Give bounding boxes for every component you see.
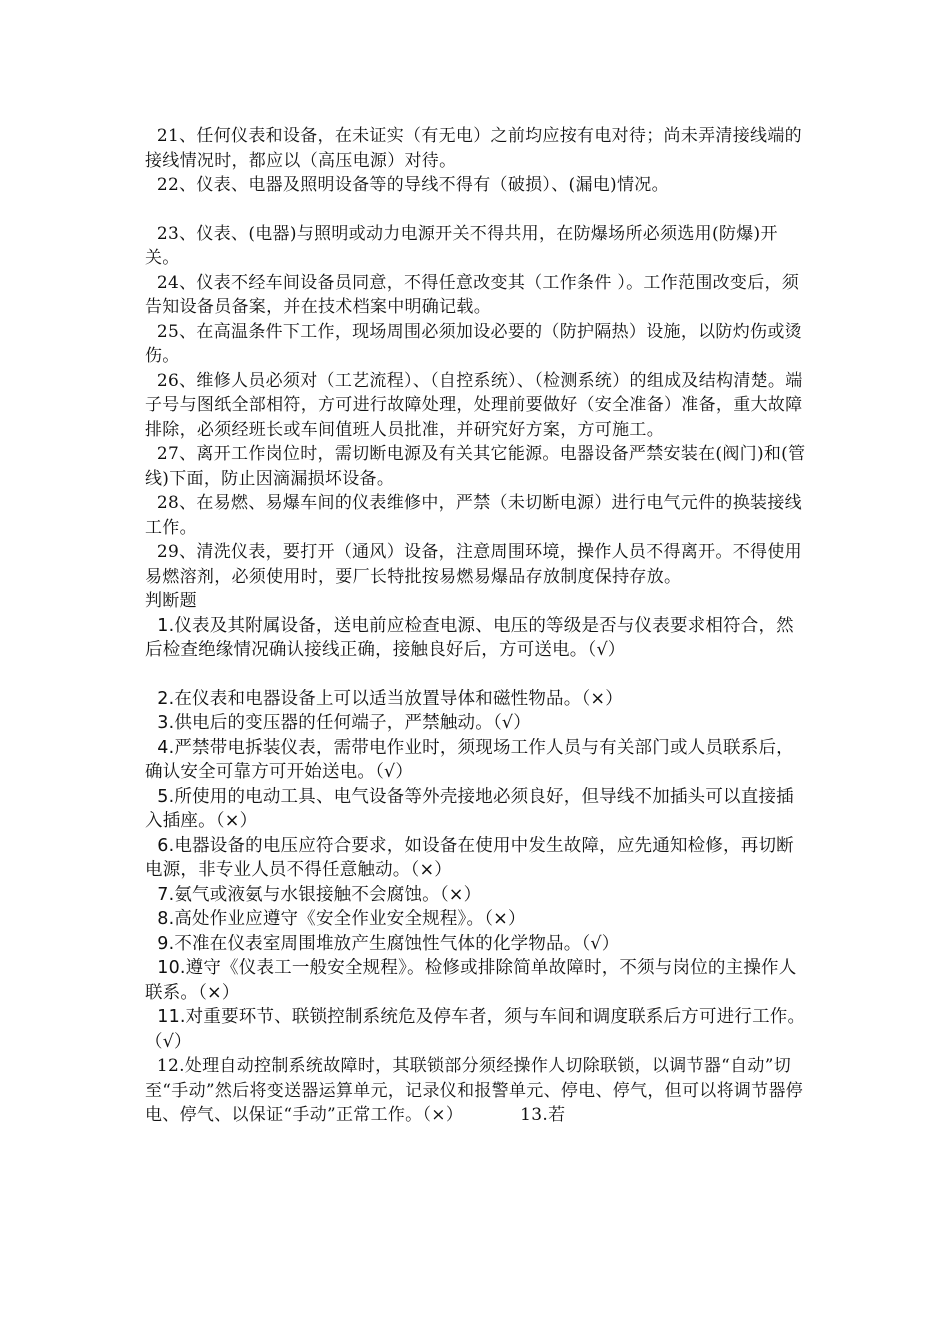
blank-line [145, 198, 810, 222]
fill-in-item-24: 24、仪表不经车间设备员同意，不得任意改变其（工作条件 ）。工作范围改变后，须告知设备员备案，并在技术档案中明确记载。 [145, 272, 800, 317]
judgment-item-12: 12.处理自动控制系统故障时，其联锁部分须经操作人切除联锁，以调节器“自动”切至“手动”然后将变送器运算单元，记录仪和报警单元、停电、停气，但可以将调节器停电、停气、以保证“手动”正常工作。（×） 13.若 [145, 1056, 804, 1125]
judgment-item-9: 9.不准在仪表室周围堆放产生腐蚀性气体的化学物品。（√） [157, 933, 620, 954]
judgment-item-4: 4.严禁带电拆装仪表，需带电作业时，须现场工作人员与有关部门或人员联系后，确认安全可靠方可开始送电。（√） [145, 737, 794, 782]
section-title: 判断题 [145, 591, 197, 611]
fill-in-item-27: 27、离开工作岗位时，需切断电源及有关其它能源。电器设备严禁安装在(阀门)和(管线)下面，防止因滴漏损坏设备。 [145, 444, 806, 489]
fill-in-item-22: 22、仪表、电器及照明设备等的导线不得有（破损）、(漏电)情况。 [156, 175, 669, 195]
fill-in-item-21: 21、任何仪表和设备，在未证实（有无电）之前均应按有电对待；尚未弄清接线端的接线情况时，都应以（高压电源）对待。 [145, 126, 802, 171]
judgment-item-6: 6.电器设备的电压应符合要求，如设备在使用中发生故障，应先通知检修，再切断电源，非专业人员不得任意触动。（×） [145, 835, 794, 880]
fill-in-item-26: 26、维修人员必须对（工艺流程）、（自控系统）、（检测系统）的组成及结构清楚。端子号与图纸全部相符，方可进行故障处理，处理前要做好（安全准备）准备，重大故障排除，必须经班长或车间值班人员批准，并研究好方案，方可施工。 [145, 370, 803, 440]
judgment-item-3: 3.供电后的变压器的任何端子，严禁触动。（√） [157, 713, 531, 733]
judgment-item-8: 8.高处作业应遵守《安全作业安全规程》。（×） [157, 909, 526, 929]
judgment-item-11: 11.对重要环节、联锁控制系统危及停车者，须与车间和调度联系后方可进行工作。（√） [145, 1007, 806, 1052]
fill-in-item-25: 25、在高温条件下工作，现场周围必须加设必要的（防护隔热）设施，以防灼伤或烫伤。 [145, 321, 802, 366]
fill-in-item-28: 28、在易燃、易爆车间的仪表维修中，严禁（未切断电源）进行电气元件的换装接线工作。 [145, 493, 802, 538]
fill-in-item-23: 23、仪表、(电器)与照明或动力电源开关不得共用，在防爆场所必须选用(防爆)开关。 [145, 223, 778, 268]
document-body [145, 124, 810, 1128]
judgment-item-2: 2.在仪表和电器设备上可以适当放置导体和磁性物品。（×） [157, 688, 623, 709]
blank-line [145, 663, 810, 687]
judgment-item-5: 5.所使用的电动工具、电气设备等外壳接地必须良好，但导线不加插头可以直接插入插座。（×） [145, 786, 794, 831]
fill-in-item-29: 29、清洗仪表，要打开（通风）设备，注意周围环境，操作人员不得离开。不得使用易燃溶剂，必须使用时，要厂长特批按易燃易爆品存放制度保持存放。 [145, 542, 802, 587]
judgment-item-7: 7.氨气或液氨与水银接触不会腐蚀。（×） [157, 884, 482, 905]
judgment-item-10: 10.遵守《仪表工一般安全规程》。检修或排除简单故障时，不须与岗位的主操作人联系。（×） [145, 958, 797, 1003]
judgment-item-1: 1.仪表及其附属设备，送电前应检查电源、电压的等级是否与仪表要求相符合，然后检查绝缘情况确认接线正确，接触良好后，方可送电。（√） [145, 615, 794, 660]
